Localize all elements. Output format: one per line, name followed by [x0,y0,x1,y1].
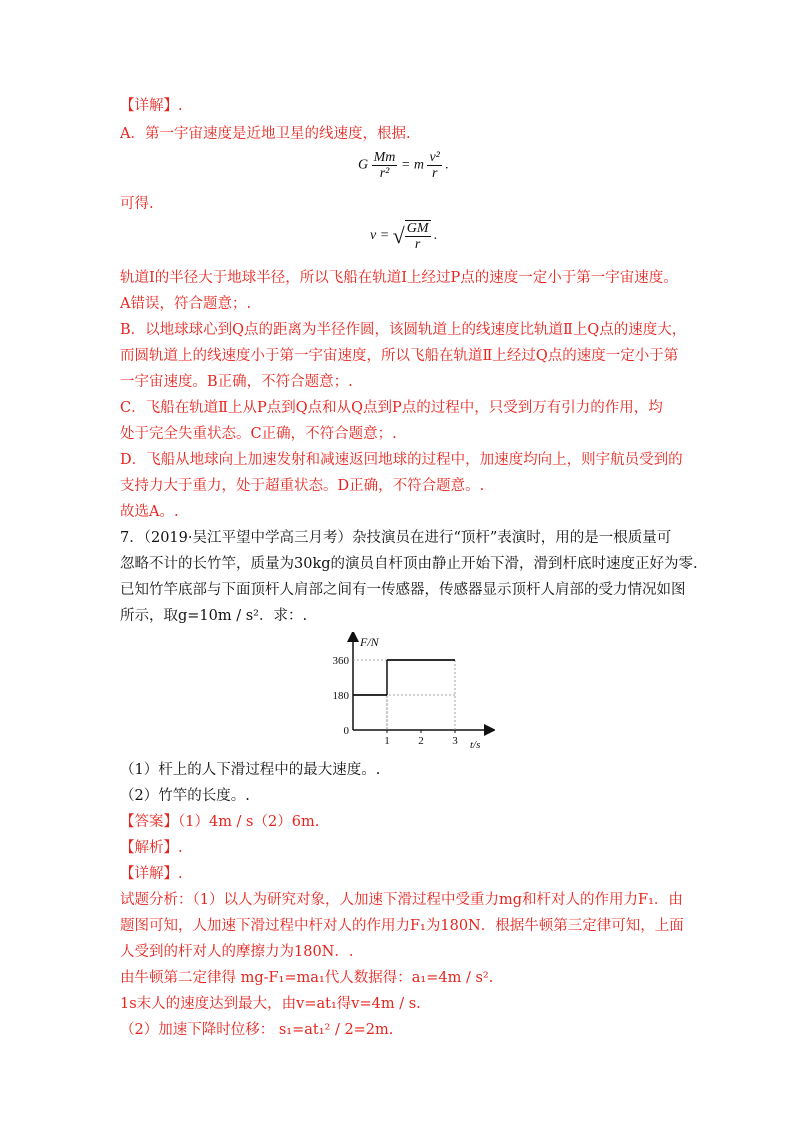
y-tick-label-360: 360 [332,655,349,667]
derive-line: 可得. [120,196,154,212]
eq2-tail: . [434,228,438,244]
eq2-num: GM [406,221,429,236]
option-b-line-2: 而圆轨道上的线速度小于第一宇宙速度，所以飞船在轨道Ⅱ上经过Q点的速度一定小于第 [120,348,679,364]
question-7-line-3: 已知竹竿底部与下面顶杆人肩部之间有一传感器，传感器显示顶杆人肩部的受力情况如图 [120,582,686,598]
eq1-num-1: Mm [373,150,396,165]
option-c-line-2: 处于完全失重状态。C正确，不符合题意；. [120,426,397,442]
force-time-chart [320,632,495,754]
eq1-tail: . [445,157,449,173]
y-axis-label: F/N [360,635,379,649]
y-tick-label-180: 180 [332,690,349,702]
answer-choice: 故选A。. [120,504,179,520]
detail-heading-1: 【详解】. [120,98,183,114]
x-axis-label: t/s [470,739,481,751]
y-tick-label-0: 0 [343,725,349,737]
solution-line-5: 1s末人的速度达到最大，由v=at₁得v=4m / s. [120,996,421,1012]
eq1-den-1: r² [379,166,390,181]
question-7-line-2: 忽略不计的长竹竿，质量为30kg的演员自杆顶由静止开始下滑，滑到杆底时速度正好为零. [120,556,698,572]
eq1-den-2: r [431,166,438,181]
x-tick-label-2: 2 [418,735,424,747]
eq1-fraction-1 [372,150,398,181]
sqrt-sign-icon: √ [392,223,405,248]
detail-heading-2: 【详解】. [120,866,183,882]
eq1-g: G [358,157,369,173]
analysis-heading: 【解析】. [120,840,183,856]
question-7-line-4: 所示，取g=10m / s²．求：. [120,608,308,624]
question-7-line-1: 7．（2019·吴江平望中学高三月考）杂技演员在进行“顶杆”表演时，用的是一根质量可 [120,530,672,546]
chart-marks [333,655,459,747]
eq2-fraction [405,220,431,252]
eq2-lhs: v = [370,228,390,244]
answer-line: 【答案】（1）4m / s（2）6m. [120,814,320,830]
eq2-den: r [414,237,421,252]
option-d-line-2: 支持力大于重力，处于超重状态。D正确，不符合题意。. [120,478,485,494]
orbit-line-1: 轨道Ⅰ的半径大于地球半径，所以飞船在轨道Ⅰ上经过P点的速度一定小于第一宇宙速度。 [120,270,678,286]
solution-line-2: 题图可知，人加速下滑过程中杆对人的作用力F₁为180N．根据牛顿第三定律可知，上面 [120,918,684,934]
eq1-fraction-2 [427,150,441,181]
solution-line-4: 由牛顿第二定律得 mg-F₁=ma₁代人数据得：a₁=4m / s². [120,970,494,986]
orbit-line-2: A错误，符合题意；. [120,296,252,312]
sub-question-2: （2）竹竿的长度。. [120,788,250,804]
option-b-line-3: 一宇宙速度。B正确，不符合题意；. [120,374,353,390]
eq1-equals: = m [400,157,424,173]
sub-question-1: （1）杆上的人下滑过程中的最大速度。. [120,762,381,778]
solution-line-3: 人受到的杆对人的摩擦力为180N．. [120,944,354,960]
option-c-line-1: C．飞船在轨道Ⅱ上从P点到Q点和从Q点到P点的过程中，只受到万有引力的作用，均 [120,400,663,416]
option-b-line-1: B．以地球球心到Q点的距离为半径作圆，该圆轨道上的线速度比轨道Ⅱ上Q点的速度大， [120,322,687,338]
eq1-num-2: v² [429,150,440,165]
option-d-line-1: D．飞船从地球向上加速发射和减速返回地球的过程中，加速度均向上，则宇航员受到的 [120,452,683,468]
option-a-line-1: A．第一宇宙速度是近地卫星的线速度，根据. [120,126,411,142]
solution-line-6: （2）加速下降时位移： s₁=at₁² / 2=2m. [120,1022,394,1038]
equation-velocity [370,220,438,252]
x-tick-label-3: 3 [452,735,458,747]
x-tick-label-1: 1 [384,735,390,747]
equation-gravity [358,150,449,181]
solution-line-1: 试题分析：（1）以人为研究对象，人加速下滑过程中受重力mg和杆对人的作用力F₁．由 [120,892,683,908]
